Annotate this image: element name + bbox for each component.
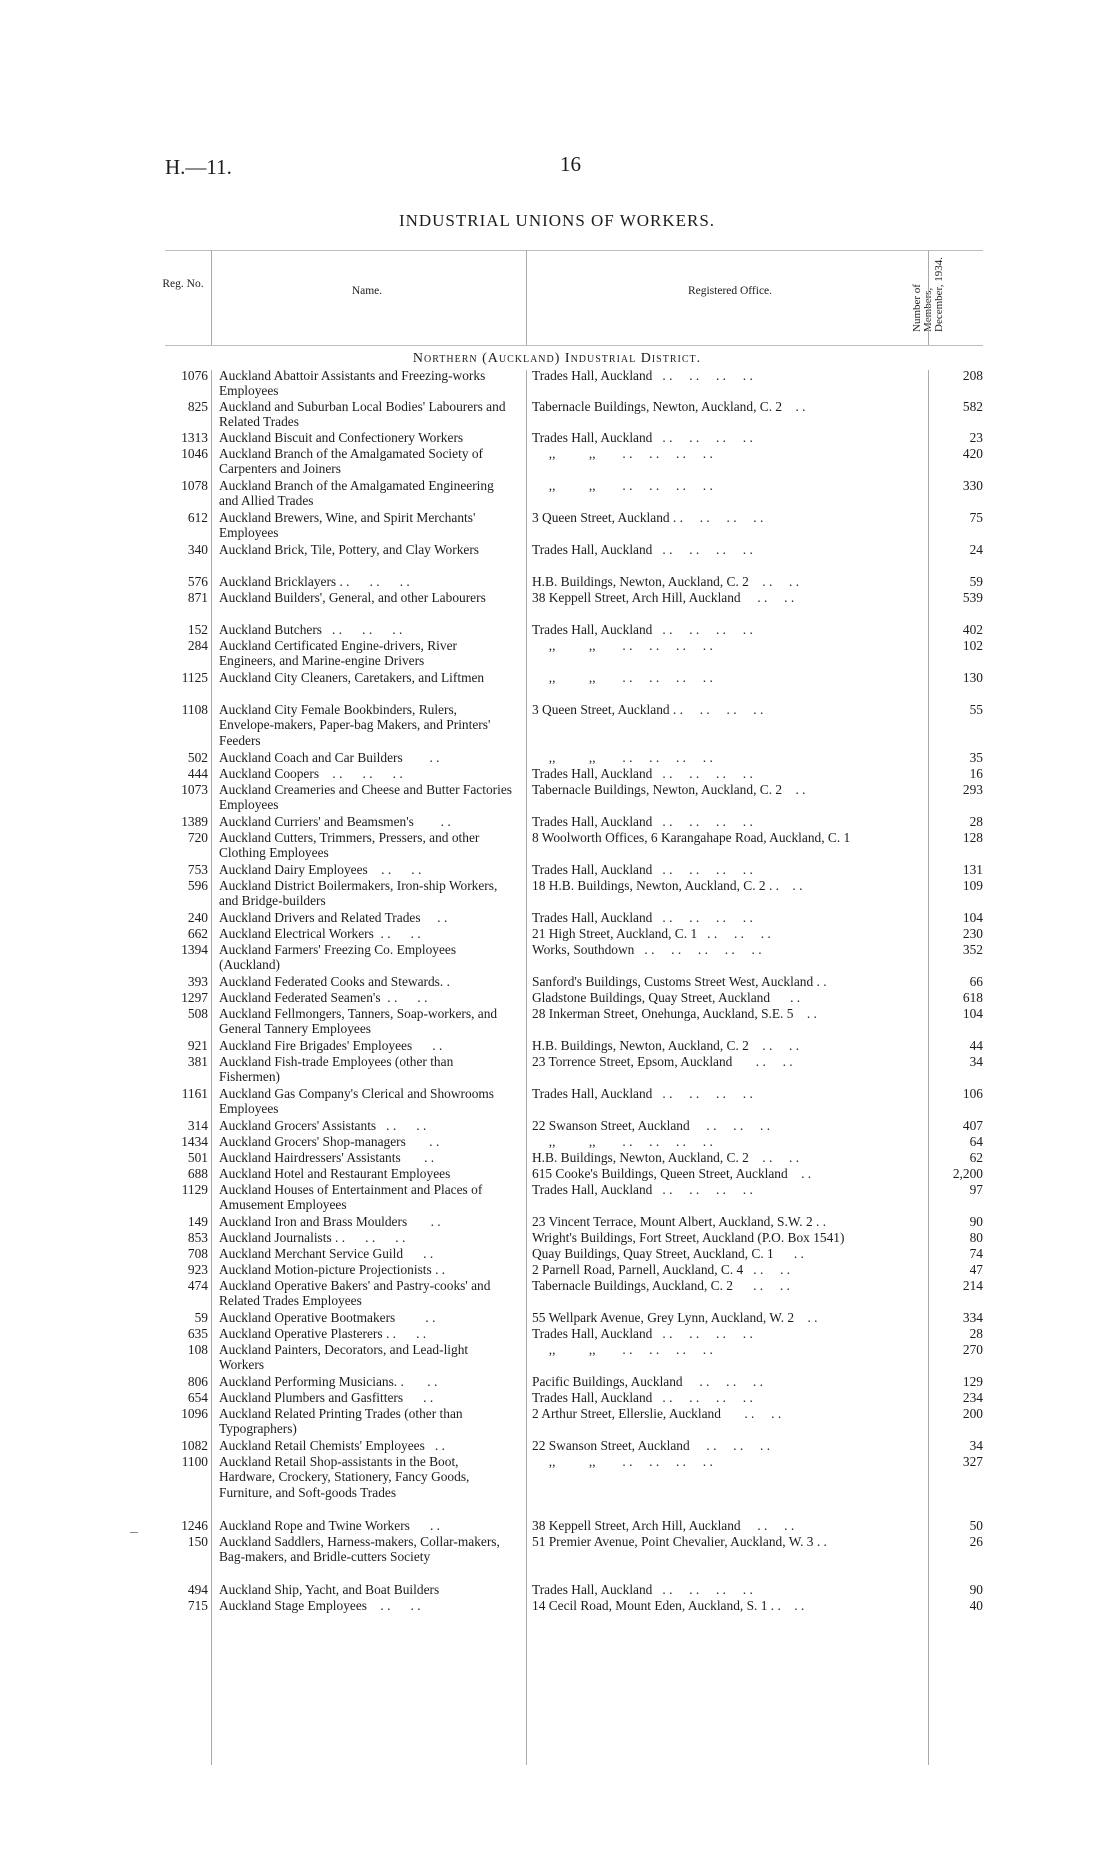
union-name: Auckland Grocers' Assistants . . . .: [219, 1118, 427, 1133]
margin-mark: [130, 1532, 138, 1533]
reg-no: 1078: [181, 478, 208, 493]
registered-office: 28 Inkerman Street, Onehunga, Auckland, S.E. 5 . .: [532, 1006, 817, 1021]
registered-office: H.B. Buildings, Newton, Auckland, C. 2 . . . .: [532, 574, 800, 589]
registered-office: Trades Hall, Auckland . . . . . . . .: [532, 1326, 753, 1341]
reg-no: 612: [187, 510, 208, 525]
member-count: 293: [962, 782, 983, 797]
registered-office: Trades Hall, Auckland . . . . . . . .: [532, 542, 753, 557]
member-count: 26: [969, 1534, 983, 1549]
member-count: 80: [969, 1230, 983, 1245]
member-count: 618: [962, 990, 983, 1005]
union-name: Auckland Drivers and Related Trades . .: [219, 910, 448, 925]
column-header-reg-no: Reg. No.: [162, 278, 204, 290]
reg-no: 1046: [181, 446, 208, 461]
registered-office: Works, Southdown . . . . . . . . . .: [532, 942, 762, 957]
union-name: Auckland Coopers . . . . . .: [219, 766, 403, 781]
member-count: 130: [962, 670, 983, 685]
member-count: 23: [969, 430, 983, 445]
registered-office: Trades Hall, Auckland . . . . . . . .: [532, 862, 753, 877]
member-count: 35: [969, 750, 983, 765]
column-divider: [526, 250, 527, 345]
union-name: Auckland Branch of the Amalgamated Engineering and Allied Trades: [219, 478, 498, 509]
reg-no: 393: [187, 974, 208, 989]
member-count: 104: [962, 910, 983, 925]
reg-no: 1096: [181, 1406, 208, 1421]
column-divider: [211, 370, 212, 1765]
page-title: INDUSTRIAL UNIONS OF WORKERS.: [398, 211, 716, 230]
union-name: Auckland Fish-trade Employees (other than Fishermen): [219, 1054, 457, 1085]
union-name: Auckland Operative Bakers' and Pastry-cooks' and Related Trades Employees: [219, 1278, 494, 1309]
registered-office: ,, ,, . . . . . . . .: [532, 446, 713, 461]
reg-no: 921: [187, 1038, 208, 1053]
reg-no: 108: [187, 1342, 208, 1357]
registered-office: ,, ,, . . . . . . . .: [532, 1342, 713, 1357]
member-count: 234: [962, 1390, 983, 1405]
reg-no: 340: [187, 542, 208, 557]
reg-no: 152: [187, 622, 208, 637]
member-count: 50: [969, 1518, 983, 1533]
union-name: Auckland Hairdressers' Assistants . .: [219, 1150, 435, 1165]
registered-office: 22 Swanson Street, Auckland . . . . . .: [532, 1438, 771, 1453]
reg-no: 474: [187, 1278, 208, 1293]
reg-no: 314: [187, 1118, 208, 1133]
reg-no: 596: [187, 878, 208, 893]
member-count: 59: [969, 574, 983, 589]
reg-no: 1082: [181, 1438, 208, 1453]
reg-no: 708: [187, 1246, 208, 1261]
registered-office: 3 Queen Street, Auckland . . . . . . . .: [532, 510, 764, 525]
union-name: Auckland Performing Musicians. . . .: [219, 1374, 438, 1389]
union-name: Auckland Curriers' and Beamsmen's . .: [219, 814, 451, 829]
union-name: Auckland Gas Company's Clerical and Showrooms Employees: [219, 1086, 498, 1117]
registered-office: 2 Arthur Street, Ellerslie, Auckland . . . .: [532, 1406, 782, 1421]
registered-office: Wright's Buildings, Fort Street, Auckland (P.O. Box 1541): [532, 1230, 845, 1245]
reg-no: 923: [187, 1262, 208, 1277]
registered-office: Pacific Buildings, Auckland . . . . . .: [532, 1374, 763, 1389]
member-count: 539: [962, 590, 983, 605]
registered-office: ,, ,, . . . . . . . .: [532, 638, 713, 653]
reg-no: 635: [187, 1326, 208, 1341]
union-name: Auckland Stage Employees . . . .: [219, 1598, 421, 1613]
member-count: 44: [969, 1038, 983, 1053]
reg-no: 720: [187, 830, 208, 845]
registered-office: Trades Hall, Auckland . . . . . . . .: [532, 1582, 753, 1597]
registered-office: 2 Parnell Road, Parnell, Auckland, C. 4 . . . .: [532, 1262, 791, 1277]
union-name: Auckland Fellmongers, Tanners, Soap-workers, and General Tannery Employees: [219, 1006, 501, 1037]
registered-office: 38 Keppell Street, Arch Hill, Auckland . . . .: [532, 590, 795, 605]
union-name: Auckland Coach and Car Builders . .: [219, 750, 440, 765]
table-top-rule: [165, 250, 983, 251]
union-name: Auckland Hotel and Restaurant Employees: [219, 1166, 451, 1181]
registered-office: 23 Vincent Terrace, Mount Albert, Auckland, S.W. 2 . .: [532, 1214, 827, 1229]
reg-no: 508: [187, 1006, 208, 1021]
member-count: 402: [962, 622, 983, 637]
member-count: 34: [969, 1054, 983, 1069]
reg-no: 688: [187, 1166, 208, 1181]
union-name: Auckland Merchant Service Guild . .: [219, 1246, 434, 1261]
registered-office: Quay Buildings, Quay Street, Auckland, C. 1 . .: [532, 1246, 804, 1261]
union-name: Auckland Cutters, Trimmers, Pressers, and other Clothing Employees: [219, 830, 483, 861]
member-count: 90: [969, 1214, 983, 1229]
union-name: Auckland Iron and Brass Moulders . .: [219, 1214, 441, 1229]
union-name: Auckland Operative Bootmakers . .: [219, 1310, 436, 1325]
member-count: 214: [962, 1278, 983, 1293]
page-number: 16: [560, 152, 581, 176]
document-reference: H.—11.: [165, 155, 232, 179]
member-count: 90: [969, 1582, 983, 1597]
union-name: Auckland Abattoir Assistants and Freezing-works Employees: [219, 368, 489, 399]
registered-office: 51 Premier Avenue, Point Chevalier, Auckland, W. 3 . .: [532, 1534, 827, 1549]
registered-office: Trades Hall, Auckland . . . . . . . .: [532, 1390, 753, 1405]
reg-no: 853: [187, 1230, 208, 1245]
registered-office: Trades Hall, Auckland . . . . . . . .: [532, 1182, 753, 1197]
member-count: 40: [969, 1598, 983, 1613]
column-header-registered-office: Registered Office.: [687, 285, 773, 297]
reg-no: 502: [187, 750, 208, 765]
reg-no: 444: [187, 766, 208, 781]
reg-no: 654: [187, 1390, 208, 1405]
union-name: Auckland City Cleaners, Caretakers, and Liftmen: [219, 670, 485, 685]
union-name: Auckland Certificated Engine-drivers, River Engineers, and Marine-engine Drivers: [219, 638, 461, 669]
registered-office: Gladstone Buildings, Quay Street, Auckland . .: [532, 990, 801, 1005]
registered-office: ,, ,, . . . . . . . .: [532, 1134, 713, 1149]
reg-no: 1076: [181, 368, 208, 383]
union-name: Auckland Builders', General, and other Labourers: [219, 590, 486, 605]
member-count: 131: [962, 862, 983, 877]
column-header-members-text: Number of Members, December, 1934.: [911, 256, 945, 332]
member-count: 200: [962, 1406, 983, 1421]
union-name: Auckland Related Printing Trades (other than Typographers): [219, 1406, 466, 1437]
column-header-members: [911, 256, 992, 332]
registered-office: Trades Hall, Auckland . . . . . . . .: [532, 766, 753, 781]
union-name: Auckland Journalists . . . . . .: [219, 1230, 406, 1245]
registered-office: Trades Hall, Auckland . . . . . . . .: [532, 1086, 753, 1101]
union-name: Auckland Creameries and Cheese and Butter Factories Employees: [219, 782, 516, 813]
union-name: Auckland Retail Chemists' Employees . .: [219, 1438, 445, 1453]
reg-no: 806: [187, 1374, 208, 1389]
registered-office: 23 Torrence Street, Epsom, Auckland . . . .: [532, 1054, 793, 1069]
reg-no: 381: [187, 1054, 208, 1069]
union-name: Auckland Grocers' Shop-managers . .: [219, 1134, 440, 1149]
reg-no: 284: [187, 638, 208, 653]
reg-no: 1125: [181, 670, 208, 685]
union-name: Auckland Dairy Employees . . . .: [219, 862, 422, 877]
union-name: Auckland Operative Plasterers . . . .: [219, 1326, 427, 1341]
member-count: 62: [969, 1150, 983, 1165]
reg-no: 871: [187, 590, 208, 605]
member-count: 34: [969, 1438, 983, 1453]
registered-office: 14 Cecil Road, Mount Eden, Auckland, S. 1 . . . .: [532, 1598, 805, 1613]
registered-office: 615 Cooke's Buildings, Queen Street, Auckland . .: [532, 1166, 812, 1181]
reg-no: 1108: [181, 702, 208, 717]
reg-no: 501: [187, 1150, 208, 1165]
member-count: 47: [969, 1262, 983, 1277]
union-name: Auckland Branch of the Amalgamated Society of Carpenters and Joiners: [219, 446, 487, 477]
registered-office: Tabernacle Buildings, Newton, Auckland, C. 2 . .: [532, 399, 806, 414]
column-divider: [526, 370, 527, 1765]
member-count: 106: [962, 1086, 983, 1101]
registered-office: Trades Hall, Auckland . . . . . . . .: [532, 910, 753, 925]
reg-no: 1389: [181, 814, 208, 829]
member-count: 16: [969, 766, 983, 781]
reg-no: 1073: [181, 782, 208, 797]
reg-no: 149: [187, 1214, 208, 1229]
union-name: Auckland Retail Shop-assistants in the Boot, Hardware, Crockery, Stationery, Fancy Goods, Furniture, and Soft-goods Trades: [219, 1454, 473, 1500]
member-count: 330: [962, 478, 983, 493]
registered-office: H.B. Buildings, Newton, Auckland, C. 2 . . . .: [532, 1038, 800, 1053]
reg-no: 1161: [181, 1086, 208, 1101]
registered-office: Tabernacle Buildings, Newton, Auckland, C. 2 . .: [532, 782, 806, 797]
union-name: Auckland Saddlers, Harness-makers, Collar-makers, Bag-makers, and Bridle-cutters Society: [219, 1534, 504, 1565]
registered-office: 22 Swanson Street, Auckland . . . . . .: [532, 1118, 771, 1133]
member-count: 104: [962, 1006, 983, 1021]
registered-office: ,, ,, . . . . . . . .: [532, 478, 713, 493]
member-count: 75: [969, 510, 983, 525]
reg-no: 825: [187, 399, 208, 414]
member-count: 55: [969, 702, 983, 717]
reg-no: 1434: [181, 1134, 208, 1149]
reg-no: 494: [187, 1582, 208, 1597]
reg-no: 576: [187, 574, 208, 589]
district-heading: Northern (Auckland) Industrial District.: [412, 351, 702, 366]
reg-no: 753: [187, 862, 208, 877]
member-count: 66: [969, 974, 983, 989]
union-name: Auckland Painters, Decorators, and Lead-light Workers: [219, 1342, 472, 1373]
union-name: Auckland Rope and Twine Workers . .: [219, 1518, 440, 1533]
union-name: Auckland Fire Brigades' Employees . .: [219, 1038, 443, 1053]
union-name: Auckland and Suburban Local Bodies' Labourers and Related Trades: [219, 399, 509, 430]
table-header-rule: [165, 345, 983, 346]
member-count: 230: [962, 926, 983, 941]
registered-office: 3 Queen Street, Auckland . . . . . . . .: [532, 702, 764, 717]
member-count: 270: [962, 1342, 983, 1357]
registered-office: Trades Hall, Auckland . . . . . . . .: [532, 368, 753, 383]
union-name: Auckland Brick, Tile, Pottery, and Clay Workers: [219, 542, 480, 557]
union-name: Auckland Brewers, Wine, and Spirit Merchants' Employees: [219, 510, 479, 541]
registered-office: Trades Hall, Auckland . . . . . . . .: [532, 430, 753, 445]
reg-no: 662: [187, 926, 208, 941]
union-name: Auckland City Female Bookbinders, Rulers, Envelope-makers, Paper-bag Makers, and Printers' Feeders: [219, 702, 494, 748]
reg-no: 1313: [181, 430, 208, 445]
member-count: 74: [969, 1246, 983, 1261]
member-count: 64: [969, 1134, 983, 1149]
member-count: 407: [962, 1118, 983, 1133]
union-name: Auckland Houses of Entertainment and Places of Amusement Employees: [219, 1182, 485, 1213]
member-count: 28: [969, 814, 983, 829]
member-count: 2,200: [952, 1166, 983, 1181]
member-count: 334: [962, 1310, 983, 1325]
registered-office: ,, ,, . . . . . . . .: [532, 750, 713, 765]
column-divider: [928, 370, 929, 1765]
reg-no: 59: [194, 1310, 208, 1325]
member-count: 128: [962, 830, 983, 845]
union-name: Auckland Bricklayers . . . . . .: [219, 574, 410, 589]
member-count: 109: [962, 878, 983, 893]
column-divider: [928, 250, 929, 345]
union-name: Auckland Farmers' Freezing Co. Employees (Auckland): [219, 942, 460, 973]
member-count: 582: [962, 399, 983, 414]
reg-no: 1246: [181, 1518, 208, 1533]
member-count: 327: [962, 1454, 983, 1469]
union-name: Auckland Plumbers and Gasfitters . .: [219, 1390, 434, 1405]
registered-office: Trades Hall, Auckland . . . . . . . .: [532, 622, 753, 637]
column-divider: [211, 250, 212, 345]
registered-office: Tabernacle Buildings, Auckland, C. 2 . . . .: [532, 1278, 790, 1293]
union-name: Auckland Ship, Yacht, and Boat Builders: [219, 1582, 440, 1597]
member-count: 420: [962, 446, 983, 461]
registered-office: Sanford's Buildings, Customs Street West, Auckland . .: [532, 974, 827, 989]
reg-no: 1394: [181, 942, 208, 957]
union-name: Auckland Electrical Workers . . . .: [219, 926, 421, 941]
member-count: 129: [962, 1374, 983, 1389]
member-count: 28: [969, 1326, 983, 1341]
reg-no: 1100: [181, 1454, 208, 1469]
reg-no: 1129: [181, 1182, 208, 1197]
column-header-name: Name.: [351, 285, 383, 297]
registered-office: 55 Wellpark Avenue, Grey Lynn, Auckland, W. 2 . .: [532, 1310, 818, 1325]
union-name: Auckland Motion-picture Projectionists . .: [219, 1262, 446, 1277]
member-count: 24: [969, 542, 983, 557]
union-name: Auckland District Boilermakers, Iron-ship Workers, and Bridge-builders: [219, 878, 501, 909]
union-name: Auckland Federated Cooks and Stewards. .: [219, 974, 450, 989]
registered-office: ,, ,, . . . . . . . .: [532, 670, 713, 685]
union-name: Auckland Butchers . . . . . .: [219, 622, 403, 637]
registered-office: 8 Woolworth Offices, 6 Karangahape Road, Auckland, C. 1: [532, 830, 851, 845]
registered-office: 21 High Street, Auckland, C. 1 . . . . . .: [532, 926, 771, 941]
member-count: 97: [969, 1182, 983, 1197]
registered-office: ,, ,, . . . . . . . .: [532, 1454, 713, 1469]
member-count: 208: [962, 368, 983, 383]
reg-no: 1297: [181, 990, 208, 1005]
union-name: Auckland Biscuit and Confectionery Workers: [219, 430, 464, 445]
union-name: Auckland Federated Seamen's . . . .: [219, 990, 428, 1005]
reg-no: 715: [187, 1598, 208, 1613]
member-count: 352: [962, 942, 983, 957]
registered-office: H.B. Buildings, Newton, Auckland, C. 2 . . . .: [532, 1150, 800, 1165]
reg-no: 150: [187, 1534, 208, 1549]
registered-office: 18 H.B. Buildings, Newton, Auckland, C. 2 . . . .: [532, 878, 803, 893]
member-count: 102: [962, 638, 983, 653]
registered-office: Trades Hall, Auckland . . . . . . . .: [532, 814, 753, 829]
registered-office: 38 Keppell Street, Arch Hill, Auckland . . . .: [532, 1518, 795, 1533]
reg-no: 240: [187, 910, 208, 925]
